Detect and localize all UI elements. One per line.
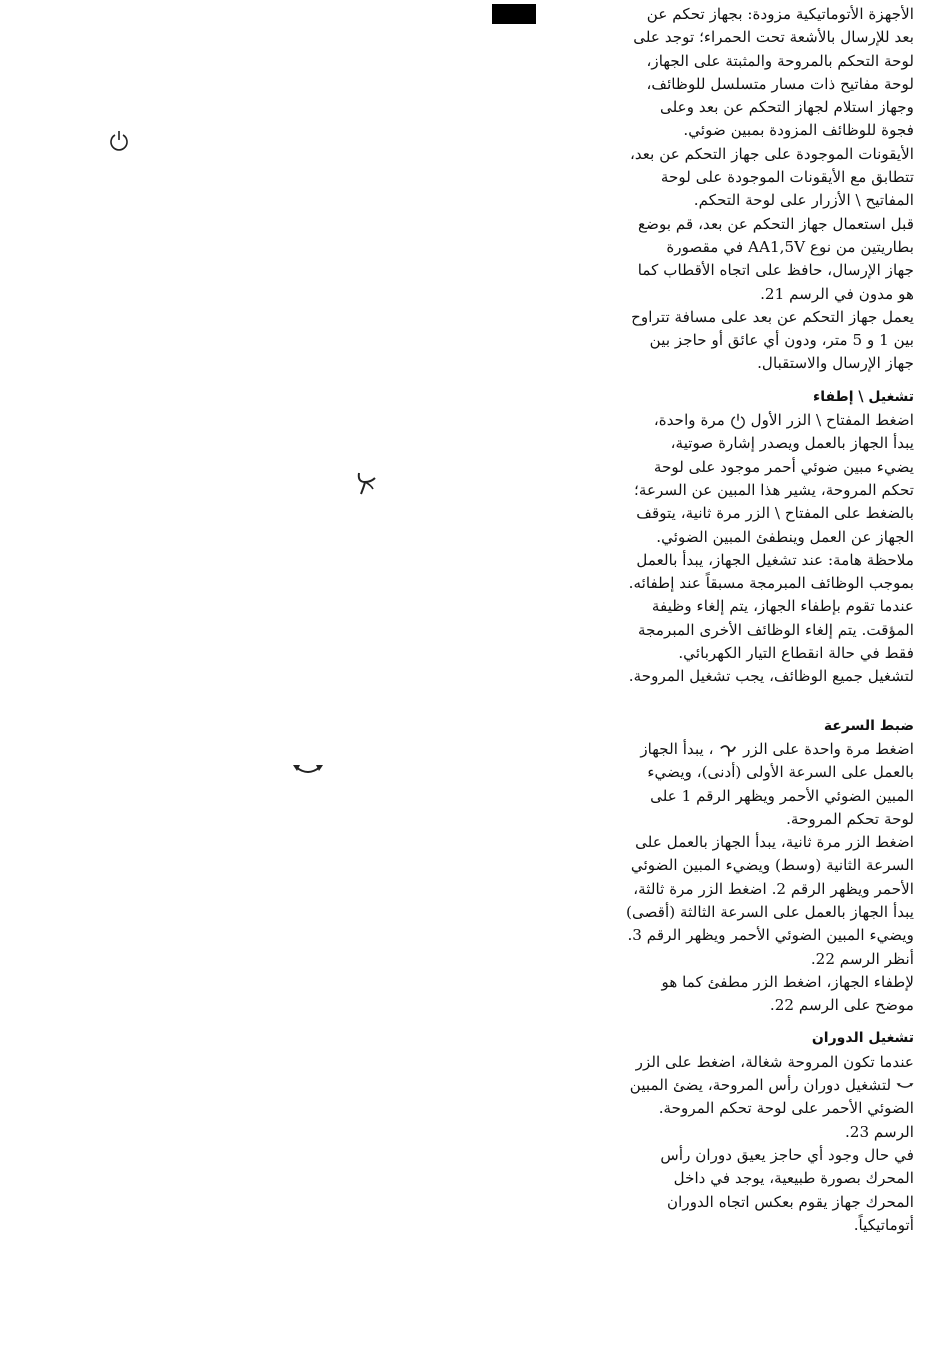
intro-paragraph-1	[596, 3, 914, 143]
black-label-block	[492, 4, 536, 24]
text-line: تحكم المروحة، يشير هذا المبين عن السرعة؛	[634, 480, 914, 499]
text-line: المؤقت. يتم إلغاء الوظائف الأخرى المبرمجة	[637, 620, 914, 639]
onoff-line-with-icon	[596, 409, 914, 432]
text-line: فجوة للوظائف المزودة بمبين ضوئي.	[683, 121, 914, 140]
text-line: يضيء مبين ضوئي أحمر موجود على لوحة	[653, 457, 914, 476]
text-line: عندما تكون المروحة شغالة، اضغط على الزر	[635, 1052, 914, 1071]
arabic-text-column	[596, 3, 914, 1237]
oscillation-icon	[896, 1081, 914, 1091]
text-line: الأجهزة الأتوماتيكية مزودة: بجهاز تحكم عن	[646, 5, 914, 23]
text-line: وجهاز استلام لجهاز التحكم عن بعد وعلى	[660, 98, 914, 117]
text-line: أنظر الرسم 22.	[810, 949, 914, 968]
text-line: قبل استعمال جهاز التحكم عن بعد، قم بوضع	[638, 214, 914, 233]
text-fragment: اضغط المفتاح \ الزر الأول	[745, 411, 914, 430]
text-fragment: مرة واحدة،	[653, 411, 730, 430]
text-line: يبدأ الجهاز بالعمل ويصدر إشارة صوتية،	[670, 434, 914, 453]
text-line: اضغط الزر مرة ثانية، يبدأ الجهاز بالعمل على	[635, 833, 914, 852]
text-line: المبين الضوئي الأحمر ويظهر الرقم 1 على	[650, 786, 914, 805]
text-line: المحرك جهاز يقوم بعكس اتجاه الدوران	[667, 1192, 914, 1211]
text-line: تتطابق مع الأيقونات الموجودة على لوحة	[660, 168, 914, 187]
power-icon	[109, 130, 129, 152]
intro-paragraph-4	[596, 306, 914, 376]
text-line: لإطفاء الجهاز، اضغط الزر مطفئ كما هو	[661, 972, 914, 991]
intro-paragraph-2	[596, 143, 914, 213]
text-line: يعمل جهاز التحكم عن بعد على مسافة تتراوح	[631, 307, 914, 326]
text-line: الضوئي الأحمر على لوحة تحكم المروحة.	[658, 1099, 914, 1118]
text-line: الأحمر ويظهر الرقم 2. اضغط الزر مرة ثالثة،	[633, 879, 914, 898]
text-fragment: لتشغيل دوران رأس المروحة، يضئ المبين	[629, 1076, 896, 1095]
text-line: بالضغط على المفتاح \ الزر مرة ثانية، يتوقف	[636, 504, 914, 523]
text-line: ملاحظة هامة: عند تشغيل الجهاز، يبدأ بالعمل	[636, 550, 914, 569]
fan-speed-icon	[718, 742, 738, 758]
power-icon	[730, 413, 746, 430]
text-line: موضح على الرسم 22.	[769, 996, 914, 1015]
text-line: هو مدون في الرسم 21.	[760, 284, 914, 303]
speed-heading: ضبط السرعة	[823, 717, 914, 734]
text-line: بموجب الوظائف المبرمجة مسبقاً عند إطفائه.	[628, 574, 914, 593]
text-line: بين 1 و 5 متر، ودون أي عائق أو حاجز بين	[649, 331, 914, 350]
fan-speed-icon	[354, 470, 378, 496]
text-line: الجهاز عن العمل وينطفئ المبين الضوئي.	[656, 527, 914, 546]
rotation-heading: تشغيل الدوران	[811, 1030, 914, 1047]
text-fragment: اضغط مرة واحدة على الزر	[738, 739, 914, 758]
text-line: عندما تقوم بإطفاء الجهاز، يتم إلغاء وظيفة	[651, 597, 914, 616]
text-line: المفاتيح \ الأزرار على لوحة التحكم.	[693, 191, 914, 210]
text-line: لوحة تحكم المروحة.	[786, 809, 914, 828]
text-line: جهاز الإرسال والاستقبال.	[757, 354, 914, 373]
text-line: الرسم 23.	[844, 1122, 914, 1141]
text-line: بعد للإرسال بالأشعة تحت الحمراء؛ توجد على	[633, 28, 914, 47]
oscillation-icon	[292, 762, 324, 778]
onoff-heading: تشغيل \ إطفاء	[813, 388, 914, 405]
text-line: لوحة مفاتيح ذات مسار متسلسل للوظائف،	[646, 74, 914, 93]
text-line: بطاريتين من نوع AA1,5V في مقصورة	[666, 237, 914, 256]
text-line: لوحة التحكم بالمروحة والمثبتة على الجهاز،	[646, 51, 914, 70]
speed-line-with-icon	[596, 738, 914, 761]
rotation-line-with-icon	[596, 1074, 914, 1097]
text-line: السرعة الثانية (وسط) ويضيء المبين الضوئي	[630, 856, 914, 875]
text-line: فقط في حالة انقطاع التيار الكهربائي.	[678, 644, 914, 663]
text-fragment: ، يبدأ الجهاز	[640, 739, 719, 758]
text-line: يبدأ الجهاز بالعمل على السرعة الثالثة (أقصى)	[626, 902, 914, 921]
text-line: جهاز الإرسال، حافظ على اتجاه الأقطاب كما	[637, 261, 914, 280]
text-line: بالعمل على السرعة الأولى (أدنى)، ويضيء	[647, 763, 914, 782]
text-line: ويضيء المبين الضوئي الأحمر ويظهر الرقم 3.	[627, 926, 914, 945]
text-line: الأيقونات الموجودة على جهاز التحكم عن بعد،	[629, 144, 914, 163]
text-line: المحرك بصورة طبيعية، يوجد في داخل	[673, 1169, 914, 1188]
text-line: أتوماتيكياً.	[853, 1215, 914, 1234]
intro-paragraph-3	[596, 213, 914, 306]
text-line: لتشغيل جميع الوظائف، يجب تشغيل المروحة.	[628, 667, 914, 686]
text-line: في حال وجود أي حاجز يعيق دوران رأس	[660, 1145, 914, 1164]
